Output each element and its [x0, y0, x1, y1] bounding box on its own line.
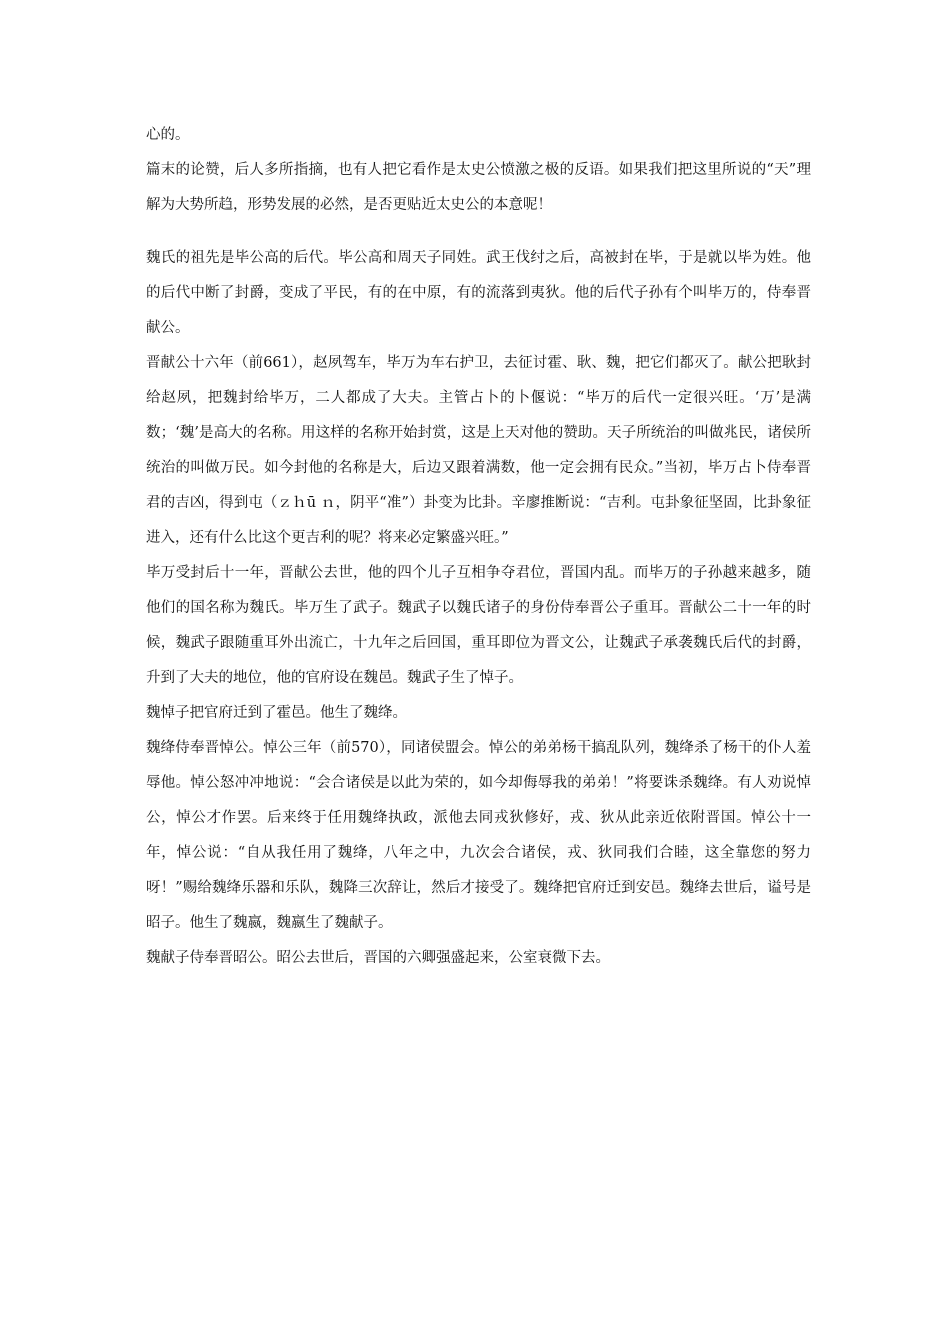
paragraph-2: 篇末的论赞，后人多所指摘，也有人把它看作是太史公愤激之极的反语。如果我们把这里所说的“天”理解为大势所趋，形势发展的必然，是否更贴近太史公的本意呢！: [146, 162, 811, 213]
paragraph-6: 魏悼子把官府迁到了霍邑。他生了魏绛。: [146, 705, 407, 721]
section-gap: [146, 223, 811, 241]
paragraph-8: 魏献子侍奉晋昭公。昭公去世后，晋国的六卿强盛起来，公室衰微下去。: [146, 950, 610, 966]
paragraph-1: 心的。: [146, 127, 190, 143]
paragraph-3: 魏氏的祖先是毕公高的后代。毕公高和周天子同姓。武王伐纣之后，高被封在毕，于是就以毕为姓。他的后代中断了封爵，变成了平民，有的在中原，有的流落到夷狄。他的后代子孙有个叫毕万的，侍奉晋献公。: [146, 250, 811, 336]
paragraph-5: 毕万受封后十一年，晋献公去世，他的四个儿子互相争夺君位，晋国内乱。而毕万的子孙越来越多，随他们的国名称为魏氏。毕万生了武子。魏武子以魏氏诸子的身份侍奉晋公子重耳。晋献公二十一年的时候，魏武子跟随重耳外出流亡，十九年之后回国，重耳即位为晋文公，让魏武子承袭魏氏后代的封爵，升到了大夫的地位，他的官府设在魏邑。魏武子生了悼子。: [146, 565, 811, 686]
document-body: [146, 118, 811, 976]
paragraph-4: 晋献公十六年（前661），赵夙驾车，毕万为车右护卫，去征讨霍、耿、魏，把它们都灭了。献公把耿封给赵夙，把魏封给毕万，二人都成了大夫。主管占卜的卜偃说：“毕万的后代一定很兴旺。‘万’是满数；‘魏’是高大的名称。用这样的名称开始封赏，这是上天对他的赞助。天子所统治的叫做兆民，诸侯所统治的叫做万民。如今封他的名称是大，后边又跟着满数，他一定会拥有民众。”当初，毕万占卜侍奉晋君的吉凶，得到屯（ｚｈū ｎ，阴平“准”）卦变为比卦。辛廖推断说：“吉利。屯卦象征坚固，比卦象征进入，还有什么比这个更吉利的呢？将来必定繁盛兴旺。”: [146, 355, 811, 546]
paragraph-7: 魏绛侍奉晋悼公。悼公三年（前570），同诸侯盟会。悼公的弟弟杨干搞乱队列，魏绛杀了杨干的仆人羞辱他。悼公怒冲冲地说：“会合诸侯是以此为荣的，如今却侮辱我的弟弟！”将要诛杀魏绛。有人劝说悼公，悼公才作罢。后来终于任用魏绛执政，派他去同戎狄修好，戎、狄从此亲近依附晋国。悼公十一年，悼公说：“自从我任用了魏绛，八年之中，九次会合诸侯，戎、狄同我们合睦，这全靠您的努力呀！”赐给魏绛乐器和乐队，魏降三次辞让，然后才接受了。魏绛把官府迁到安邑。魏绛去世后，谥号是昭子。他生了魏嬴，魏嬴生了魏献子。: [146, 740, 811, 931]
